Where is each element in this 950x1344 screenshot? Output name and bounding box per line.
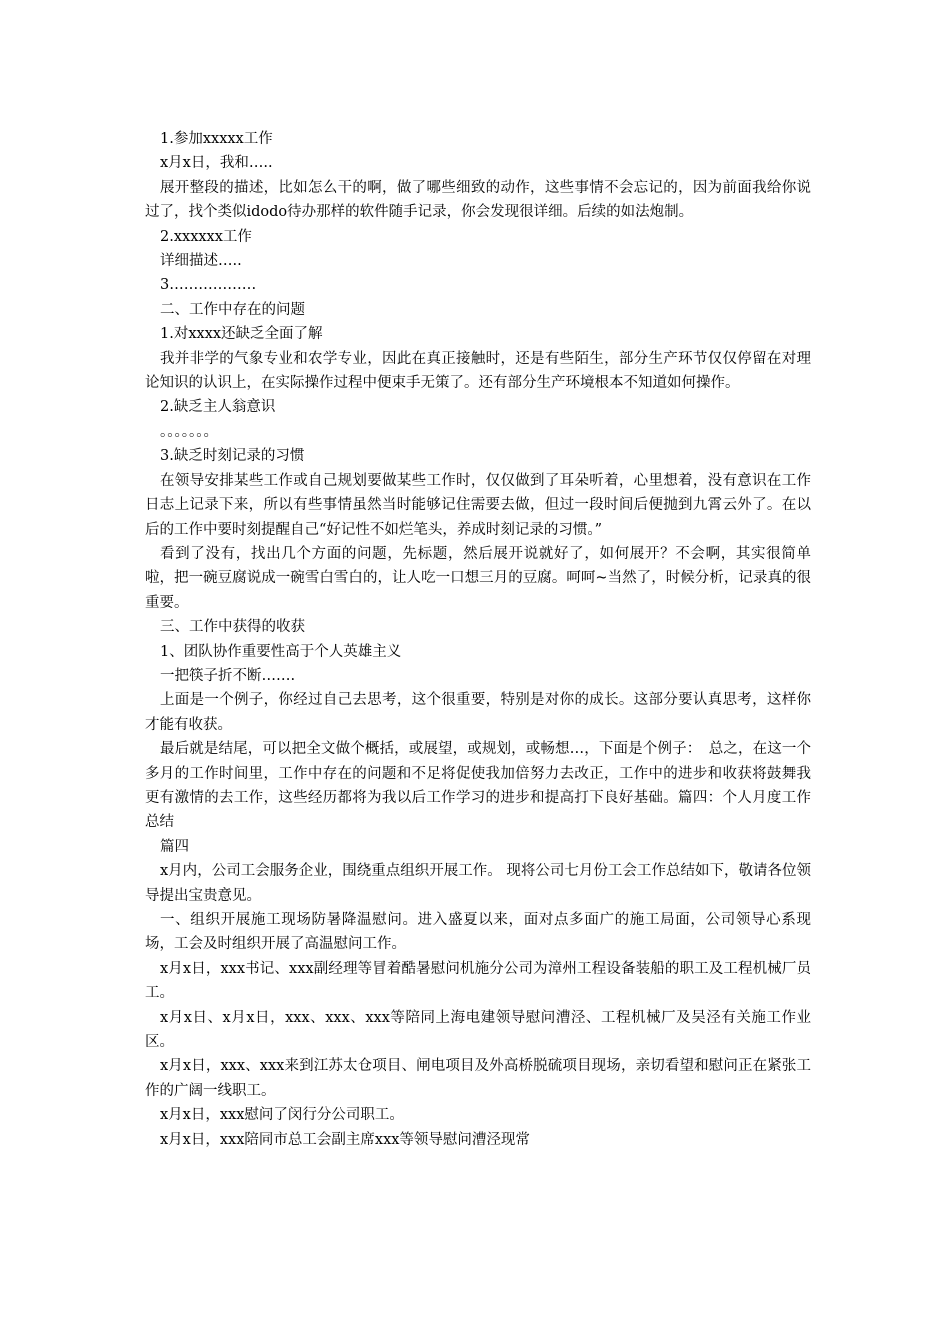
document-body <box>145 127 811 1152</box>
section-heading: 二、工作中存在的问题 <box>160 301 305 318</box>
paragraph: 看到了没有，找出几个方面的问题，先标题，然后展开说就好了，如何展开？不会啊，其实很简单啦，把一碗豆腐说成一碗雪白雪白的，让人吃一口想三月的豆腐。呵呵~当然了，时候分析，记录真的很重要。 <box>145 545 811 611</box>
paragraph: 上面是一个例子，你经过自己去思考，这个很重要，特别是对你的成长。这部分要认真思考，这样你才能有收获。 <box>145 692 811 733</box>
paragraph: x月x日，xxx陪同市总工会副主席xxx等领导慰问漕泾现常 <box>160 1131 530 1148</box>
paragraph: 展开整段的描述，比如怎么干的啊，做了哪些细致的动作，这些事情不会忘记的，因为前面我给你说过了，找个类似idodo待办那样的软件随手记录，你会发现很详细。后续的如法炮制。 <box>145 179 811 221</box>
paragraph: x月x日，xxx慰问了闵行分公司职工。 <box>160 1107 404 1124</box>
section-heading: 篇四 <box>160 838 189 855</box>
paragraph: 一把筷子折不断……. <box>160 667 296 684</box>
paragraph: x月x日，我和….. <box>160 155 273 172</box>
paragraph: x月x日，xxx、xxx来到江苏太仓项目、闸电项目及外高桥脱硫项目现场，亲切看望和慰问正在紧张工作的广阔一线职工。 <box>145 1058 811 1099</box>
paragraph: 我并非学的气象专业和农学专业，因此在真正接触时，还是有些陌生，部分生产环节仅仅停留在对理论知识的认识上，在实际操作过程中便束手无策了。还有部分生产环境根本不知道如何操作。 <box>145 350 811 392</box>
paragraph: 最后就是结尾，可以把全文做个概括，或展望，或规划，或畅想…，下面是个例子： 总之，在这一个多月的工作时间里，工作中存在的问题和不足将促使我加倍努力去改正，工作中的进步和收获将鼓舞我更有激情的去工作，这些经历都将为我以后工作学习的进步和提高打下良好基础。篇四：个人月度工作总结 <box>145 741 811 831</box>
paragraph: x月内，公司工会服务企业，围绕重点组织开展工作。 现将公司七月份工会工作总结如下，敬请各位领导提出宝贵意见。 <box>145 863 811 904</box>
paragraph: 3.缺乏时刻记录的习惯 <box>160 448 305 465</box>
paragraph: 1.参加xxxxx工作 <box>160 131 273 147</box>
section-heading: 三、工作中获得的收获 <box>160 619 305 636</box>
paragraph: 在领导安排某些工作或自己规划要做某些工作时，仅仅做到了耳朵听着，心里想着，没有意识在工作日志上记录下来，所以有些事情虽然当时能够记住需要去做，但过一段时间后便抛到九霄云外了。在以后的工作中要时刻提醒自己“好记性不如烂笔头，养成时刻记录的习惯。” <box>145 472 811 538</box>
paragraph: x月x日，xxx书记、xxx副经理等冒着酷暑慰问机施分公司为漳州工程设备装船的职工及工程机械厂员工。 <box>145 960 811 1002</box>
paragraph: 2.缺乏主人翁意识 <box>160 399 276 416</box>
paragraph: 1、团队协作重要性高于个人英雄主义 <box>160 643 402 660</box>
paragraph: 。。。。。。。 <box>160 423 218 440</box>
paragraph: x月x日、x月x日，xxx、xxx、xxx等陪同上海电建领导慰问漕泾、工程机械厂及吴泾有关施工作业区。 <box>145 1009 811 1051</box>
paragraph: 2.xxxxxx工作 <box>160 228 252 245</box>
paragraph: 3……………… <box>160 277 257 294</box>
paragraph: 1.对xxxx还缺乏全面了解 <box>160 326 323 343</box>
paragraph: 详细描述….. <box>160 253 242 270</box>
paragraph: 一、组织开展施工现场防暑降温慰问。进入盛夏以来，面对点多面广的施工局面，公司领导心系现场，工会及时组织开展了高温慰问工作。 <box>145 912 811 953</box>
